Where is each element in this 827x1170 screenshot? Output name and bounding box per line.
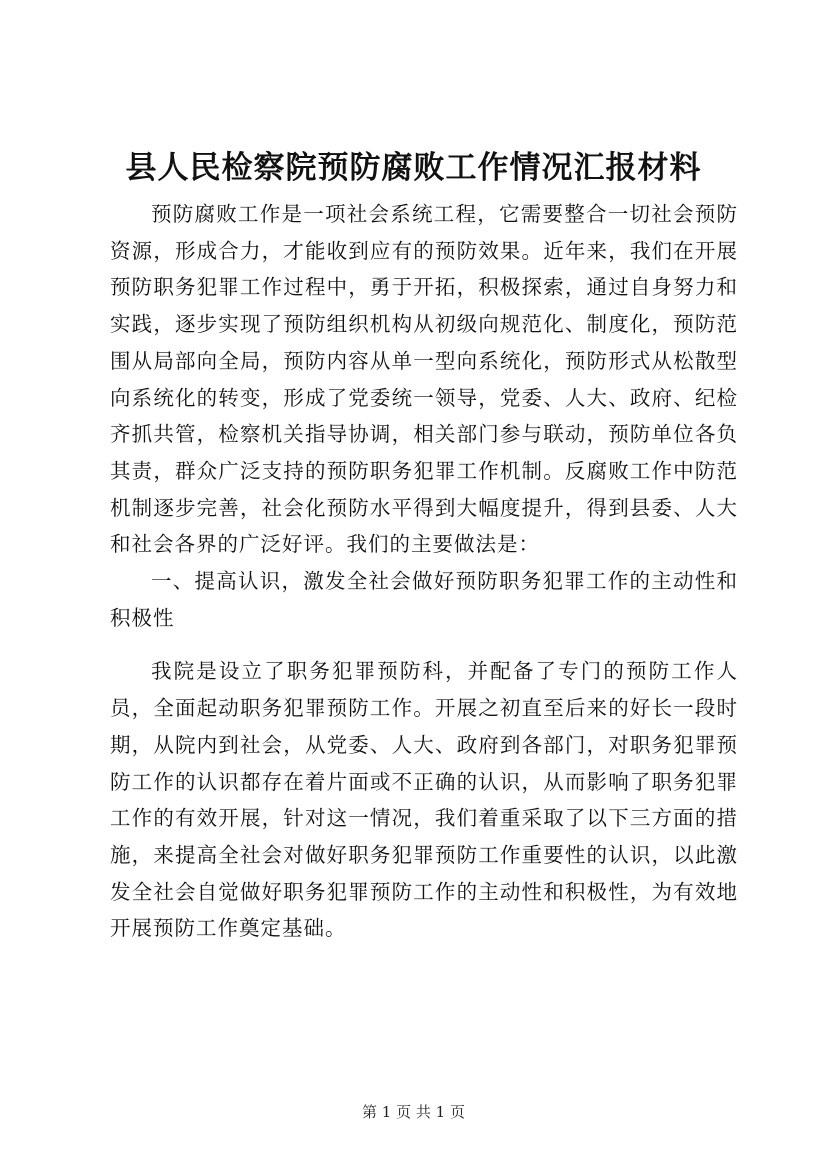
page-number-label: 第 1 页 共 1 页: [362, 1103, 465, 1121]
page-footer: [0, 1102, 827, 1122]
document-title: 县人民检察院预防腐败工作情况汇报材料: [125, 150, 702, 186]
intro-paragraph: 预防腐败工作是一项社会系统工程，它需要整合一切社会预防资源，形成合力，才能收到应有的预防效果。近年来，我们在开展预防职务犯罪工作过程中，勇于开拓，积极探索，通过自身努力和实践，逐步实现了预防组织机构从初级向规范化、制度化，预防范围从局部向全局，预防内容从单一型向系统化，预防形式从松散型向系统化的转变，形成了党委统一领导，党委、人大、政府、纪检齐抓共管，检察机关指导协调，相关部门参与联动，预防单位各负其责，群众广泛支持的预防职务犯罪工作机制。反腐败工作中防范机制逐步完善，社会化预防水平得到大幅度提升，得到县委、人大和社会各界的广泛好评。我们的主要做法是：: [110, 202, 738, 557]
document-body: [110, 196, 738, 947]
section-paragraph: 我院是设立了职务犯罪预防科，并配备了专门的预防工作人员，全面起动职务犯罪预防工作。开展之初直至后来的好长一段时期，从院内到社会，从党委、人大、政府到各部门，对职务犯罪预防工作的认识都存在着片面或不正确的认识，从而影响了职务犯罪工作的有效开展，针对这一情况，我们着重采取了以下三方面的措施，来提高全社会对做好职务犯罪预防工作重要性的认识，以此激发全社会自觉做好职务犯罪预防工作的主动性和积极性，为有效地开展预防工作奠定基础。: [110, 659, 738, 941]
section-heading: 一、提高认识，激发全社会做好预防职务犯罪工作的主动性和积极性: [110, 569, 738, 630]
